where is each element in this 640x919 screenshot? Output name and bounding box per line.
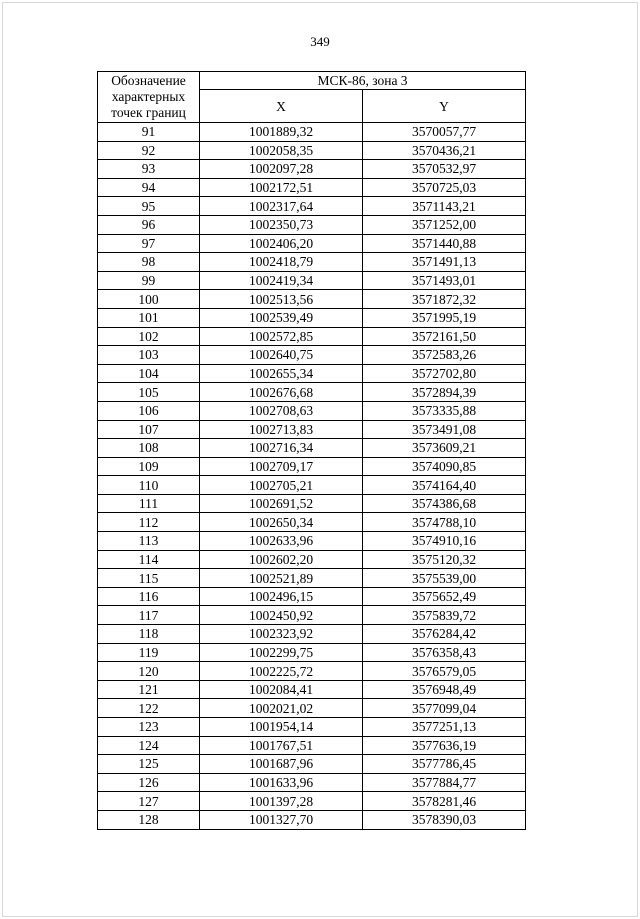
point-number-cell: 116 bbox=[98, 587, 200, 606]
point-number-cell: 93 bbox=[98, 160, 200, 179]
x-coordinate-cell: 1002655,34 bbox=[200, 364, 363, 383]
y-coordinate-cell: 3570436,21 bbox=[363, 141, 526, 160]
x-coordinate-cell: 1002705,21 bbox=[200, 476, 363, 495]
table-row bbox=[98, 587, 526, 606]
point-number-cell: 113 bbox=[98, 532, 200, 551]
table-row bbox=[98, 792, 526, 811]
y-coordinate-cell: 3571995,19 bbox=[363, 308, 526, 327]
table-row bbox=[98, 123, 526, 142]
x-coordinate-cell: 1002640,75 bbox=[200, 346, 363, 365]
table-header bbox=[98, 72, 526, 123]
y-coordinate-cell: 3577636,19 bbox=[363, 736, 526, 755]
header-row-1 bbox=[98, 72, 526, 90]
y-coordinate-cell: 3571491,13 bbox=[363, 253, 526, 272]
x-coordinate-cell: 1002709,17 bbox=[200, 457, 363, 476]
point-number-cell: 107 bbox=[98, 420, 200, 439]
table-row bbox=[98, 178, 526, 197]
x-column-header: X bbox=[200, 90, 363, 123]
y-coordinate-cell: 3576948,49 bbox=[363, 680, 526, 699]
table-row bbox=[98, 680, 526, 699]
point-number-cell: 99 bbox=[98, 271, 200, 290]
point-number-cell: 121 bbox=[98, 680, 200, 699]
y-coordinate-cell: 3578281,46 bbox=[363, 792, 526, 811]
y-coordinate-cell: 3574386,68 bbox=[363, 494, 526, 513]
x-coordinate-cell: 1002172,51 bbox=[200, 178, 363, 197]
x-coordinate-cell: 1002323,92 bbox=[200, 625, 363, 644]
table-row bbox=[98, 160, 526, 179]
table-row bbox=[98, 253, 526, 272]
x-coordinate-cell: 1001633,96 bbox=[200, 773, 363, 792]
y-coordinate-cell: 3576284,42 bbox=[363, 625, 526, 644]
point-number-cell: 108 bbox=[98, 439, 200, 458]
table-row bbox=[98, 810, 526, 829]
y-coordinate-cell: 3571872,32 bbox=[363, 290, 526, 309]
table-row bbox=[98, 327, 526, 346]
y-coordinate-cell: 3570057,77 bbox=[363, 123, 526, 142]
x-coordinate-cell: 1002299,75 bbox=[200, 643, 363, 662]
x-coordinate-cell: 1002021,02 bbox=[200, 699, 363, 718]
y-coordinate-cell: 3573335,88 bbox=[363, 401, 526, 420]
x-coordinate-cell: 1001397,28 bbox=[200, 792, 363, 811]
y-column-header: Y bbox=[363, 90, 526, 123]
x-coordinate-cell: 1002350,73 bbox=[200, 215, 363, 234]
y-coordinate-cell: 3570532,97 bbox=[363, 160, 526, 179]
x-coordinate-cell: 1001767,51 bbox=[200, 736, 363, 755]
x-coordinate-cell: 1002496,15 bbox=[200, 587, 363, 606]
table-row bbox=[98, 606, 526, 625]
y-coordinate-cell: 3575120,32 bbox=[363, 550, 526, 569]
point-number-cell: 101 bbox=[98, 308, 200, 327]
page-number: 349 bbox=[310, 34, 330, 49]
point-number-cell: 103 bbox=[98, 346, 200, 365]
table-row bbox=[98, 271, 526, 290]
point-number-cell: 120 bbox=[98, 662, 200, 681]
y-coordinate-cell: 3577099,04 bbox=[363, 699, 526, 718]
y-coordinate-cell: 3570725,03 bbox=[363, 178, 526, 197]
x-coordinate-cell: 1002691,52 bbox=[200, 494, 363, 513]
y-coordinate-cell: 3574788,10 bbox=[363, 513, 526, 532]
point-number-cell: 98 bbox=[98, 253, 200, 272]
y-coordinate-cell: 3572583,26 bbox=[363, 346, 526, 365]
y-coordinate-cell: 3573609,21 bbox=[363, 439, 526, 458]
point-number-cell: 109 bbox=[98, 457, 200, 476]
point-number-cell: 127 bbox=[98, 792, 200, 811]
x-coordinate-cell: 1002633,96 bbox=[200, 532, 363, 551]
x-coordinate-cell: 1001889,32 bbox=[200, 123, 363, 142]
table-row bbox=[98, 476, 526, 495]
point-number-cell: 111 bbox=[98, 494, 200, 513]
point-number-cell: 112 bbox=[98, 513, 200, 532]
point-number-cell: 119 bbox=[98, 643, 200, 662]
table-row bbox=[98, 699, 526, 718]
x-coordinate-cell: 1002513,56 bbox=[200, 290, 363, 309]
table-row bbox=[98, 420, 526, 439]
coordinates-table bbox=[97, 71, 526, 830]
y-coordinate-cell: 3576579,05 bbox=[363, 662, 526, 681]
y-coordinate-cell: 3575839,72 bbox=[363, 606, 526, 625]
x-coordinate-cell: 1002716,34 bbox=[200, 439, 363, 458]
table-row bbox=[98, 346, 526, 365]
point-number-cell: 126 bbox=[98, 773, 200, 792]
designation-header: Обозначение характерных точек границ bbox=[98, 72, 200, 123]
x-coordinate-cell: 1002713,83 bbox=[200, 420, 363, 439]
x-coordinate-cell: 1002450,92 bbox=[200, 606, 363, 625]
x-coordinate-cell: 1001954,14 bbox=[200, 718, 363, 737]
table-row bbox=[98, 550, 526, 569]
point-number-cell: 125 bbox=[98, 755, 200, 774]
point-number-cell: 110 bbox=[98, 476, 200, 495]
x-coordinate-cell: 1002084,41 bbox=[200, 680, 363, 699]
point-number-cell: 114 bbox=[98, 550, 200, 569]
y-coordinate-cell: 3577251,13 bbox=[363, 718, 526, 737]
x-coordinate-cell: 1001687,96 bbox=[200, 755, 363, 774]
y-coordinate-cell: 3575539,00 bbox=[363, 569, 526, 588]
x-coordinate-cell: 1002650,34 bbox=[200, 513, 363, 532]
table-row bbox=[98, 532, 526, 551]
table-row bbox=[98, 755, 526, 774]
x-coordinate-cell: 1002539,49 bbox=[200, 308, 363, 327]
y-coordinate-cell: 3571143,21 bbox=[363, 197, 526, 216]
table-row bbox=[98, 401, 526, 420]
y-coordinate-cell: 3578390,03 bbox=[363, 810, 526, 829]
coordinate-system-header: МСК-86, зона 3 bbox=[200, 72, 526, 90]
y-coordinate-cell: 3577786,45 bbox=[363, 755, 526, 774]
y-coordinate-cell: 3573491,08 bbox=[363, 420, 526, 439]
x-coordinate-cell: 1002058,35 bbox=[200, 141, 363, 160]
point-number-cell: 91 bbox=[98, 123, 200, 142]
point-number-cell: 118 bbox=[98, 625, 200, 644]
y-coordinate-cell: 3572894,39 bbox=[363, 383, 526, 402]
x-coordinate-cell: 1002097,28 bbox=[200, 160, 363, 179]
y-coordinate-cell: 3574164,40 bbox=[363, 476, 526, 495]
x-coordinate-cell: 1002225,72 bbox=[200, 662, 363, 681]
point-number-cell: 95 bbox=[98, 197, 200, 216]
y-coordinate-cell: 3577884,77 bbox=[363, 773, 526, 792]
table-row bbox=[98, 308, 526, 327]
x-coordinate-cell: 1001327,70 bbox=[200, 810, 363, 829]
point-number-cell: 128 bbox=[98, 810, 200, 829]
table-row bbox=[98, 457, 526, 476]
point-number-cell: 115 bbox=[98, 569, 200, 588]
table-row bbox=[98, 662, 526, 681]
point-number-cell: 106 bbox=[98, 401, 200, 420]
table-row bbox=[98, 234, 526, 253]
table-body bbox=[98, 123, 526, 830]
table-row bbox=[98, 513, 526, 532]
table-row bbox=[98, 197, 526, 216]
table-row bbox=[98, 141, 526, 160]
y-coordinate-cell: 3571252,00 bbox=[363, 215, 526, 234]
point-number-cell: 104 bbox=[98, 364, 200, 383]
table-row bbox=[98, 718, 526, 737]
point-number-cell: 123 bbox=[98, 718, 200, 737]
table-row bbox=[98, 290, 526, 309]
table-row bbox=[98, 773, 526, 792]
y-coordinate-cell: 3576358,43 bbox=[363, 643, 526, 662]
point-number-cell: 102 bbox=[98, 327, 200, 346]
x-coordinate-cell: 1002317,64 bbox=[200, 197, 363, 216]
point-number-cell: 124 bbox=[98, 736, 200, 755]
y-coordinate-cell: 3574090,85 bbox=[363, 457, 526, 476]
point-number-cell: 92 bbox=[98, 141, 200, 160]
table-row bbox=[98, 736, 526, 755]
x-coordinate-cell: 1002572,85 bbox=[200, 327, 363, 346]
point-number-cell: 105 bbox=[98, 383, 200, 402]
point-number-cell: 117 bbox=[98, 606, 200, 625]
point-number-cell: 100 bbox=[98, 290, 200, 309]
y-coordinate-cell: 3571440,88 bbox=[363, 234, 526, 253]
point-number-cell: 94 bbox=[98, 178, 200, 197]
point-number-cell: 96 bbox=[98, 215, 200, 234]
x-coordinate-cell: 1002521,89 bbox=[200, 569, 363, 588]
table-row bbox=[98, 364, 526, 383]
y-coordinate-cell: 3575652,49 bbox=[363, 587, 526, 606]
table-row bbox=[98, 625, 526, 644]
x-coordinate-cell: 1002406,20 bbox=[200, 234, 363, 253]
table-row bbox=[98, 643, 526, 662]
point-number-cell: 122 bbox=[98, 699, 200, 718]
x-coordinate-cell: 1002708,63 bbox=[200, 401, 363, 420]
table-row bbox=[98, 569, 526, 588]
y-coordinate-cell: 3572702,80 bbox=[363, 364, 526, 383]
point-number-cell: 97 bbox=[98, 234, 200, 253]
table-row bbox=[98, 494, 526, 513]
x-coordinate-cell: 1002676,68 bbox=[200, 383, 363, 402]
y-coordinate-cell: 3572161,50 bbox=[363, 327, 526, 346]
x-coordinate-cell: 1002602,20 bbox=[200, 550, 363, 569]
y-coordinate-cell: 3574910,16 bbox=[363, 532, 526, 551]
table-row bbox=[98, 439, 526, 458]
table-row bbox=[98, 215, 526, 234]
x-coordinate-cell: 1002418,79 bbox=[200, 253, 363, 272]
x-coordinate-cell: 1002419,34 bbox=[200, 271, 363, 290]
y-coordinate-cell: 3571493,01 bbox=[363, 271, 526, 290]
table-row bbox=[98, 383, 526, 402]
